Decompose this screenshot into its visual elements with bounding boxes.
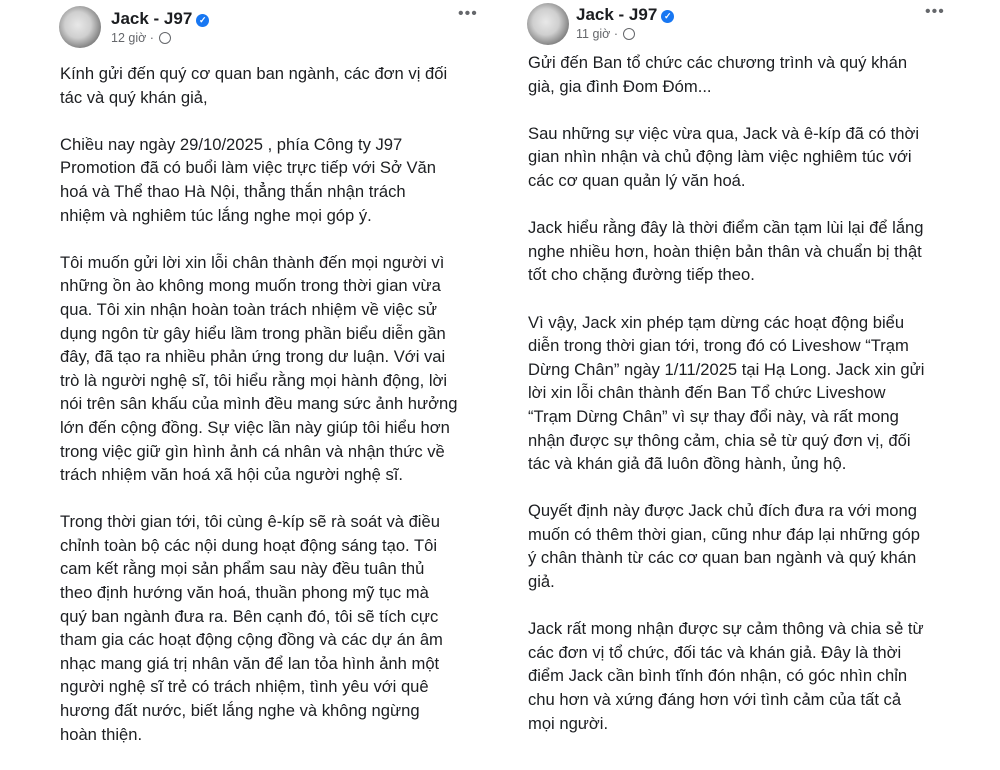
text-line: muốn có thêm thời gian, cũng như đáp lại những góp xyxy=(528,524,920,544)
more-options-icon[interactable]: ••• xyxy=(458,5,478,22)
post-paragraph xyxy=(528,122,924,193)
text-line: nhạc mang giá trị nhân văn để lan tỏa hình ảnh một xyxy=(60,653,440,673)
text-line: nghe nhiều hơn, hoàn thiện bản thân và chuẩn bị thật xyxy=(528,241,922,261)
text-line: qua. Tôi xin nhận hoàn toàn trách nhiệm về việc sử xyxy=(60,299,438,319)
author-label: Jack - J97 xyxy=(111,9,193,28)
verified-badge-icon: ✓ xyxy=(661,10,674,23)
text-line: nhiệm và nghiêm túc lắng nghe mọi góp ý. xyxy=(60,205,372,225)
text-line: hoàn thiện. xyxy=(60,724,143,744)
post-paragraph xyxy=(60,133,457,227)
post-time[interactable]: 12 giờ · xyxy=(111,31,171,45)
facebook-post xyxy=(503,0,1000,733)
text-line: Kính gửi đến quý cơ quan ban ngành, các đơn vị đối xyxy=(60,64,448,83)
post-paragraph xyxy=(60,62,457,109)
text-line: chu hơn và xứng đáng hơn với tình cảm của tất cả xyxy=(528,690,902,710)
text-line: lời xin lỗi chân thành đến Ban Tổ chức Liveshow xyxy=(528,383,886,403)
avatar[interactable] xyxy=(527,3,569,45)
post-paragraph xyxy=(528,617,924,735)
text-line: tốt cho chặng đường tiếp theo. xyxy=(528,265,755,285)
text-line: ý chân thành từ các cơ quan ban ngành và quý khán xyxy=(528,548,917,568)
time-label: 12 giờ xyxy=(111,31,147,45)
text-line: Sau những sự việc vừa qua, Jack và ê-kíp đã có thời xyxy=(528,123,920,143)
avatar[interactable] xyxy=(59,6,101,48)
text-line: trách nhiệm văn hoá xã hội của người nghệ sĩ. xyxy=(60,465,404,485)
text-line: mọi người. xyxy=(528,713,609,733)
text-line: điểm Jack cần bình tĩnh đón nhận, có góc nhìn chỉn xyxy=(528,666,908,686)
text-line: những ồn ào không mong muốn trong thời gian vừa xyxy=(60,276,441,296)
text-line: tác và khán giả đã luôn đồng hành, ủng hộ. xyxy=(528,454,847,474)
post-paragraph xyxy=(528,311,924,476)
text-line: trò là người nghệ sĩ, tôi hiểu rằng mọi hành động, lời xyxy=(60,370,448,390)
text-line: Chiều nay ngày 29/10/2025 , phía Công ty J97 xyxy=(60,134,403,154)
text-line: Jack hiểu rằng đây là thời điểm cần tạm lùi lại để lắng xyxy=(528,218,924,238)
text-line: theo định hướng văn hoá, thuần phong mỹ tục mà xyxy=(60,583,429,603)
post-paragraph xyxy=(528,216,924,287)
author-name[interactable] xyxy=(111,9,209,29)
post-paragraph xyxy=(528,51,924,98)
text-line: chỉnh toàn bộ các nội dung hoạt động sáng tạo. Tôi xyxy=(60,535,438,555)
text-line: “Trạm Dừng Chân” vì sự thay đổi này, và rất mong xyxy=(528,406,899,426)
facebook-post xyxy=(0,0,497,744)
text-line: các cơ quan quản lý văn hoá. xyxy=(528,170,746,190)
text-line: nhận được sự thông cảm, chia sẻ từ quý đơn vị, đối xyxy=(528,430,911,450)
globe-icon xyxy=(159,32,171,44)
text-line: nói trên sân khấu của mình đều mang sức ảnh hưởng xyxy=(60,394,458,414)
text-line: dụng ngôn từ gây hiểu lầm trong phần biểu diễn gần xyxy=(60,323,446,343)
text-line: cam kết rằng mọi sản phẩm sau này đều tuân thủ xyxy=(60,559,425,579)
author-name[interactable] xyxy=(576,5,674,25)
text-line: hoá và Thể thao Hà Nội, thẳng thắn nhận trách xyxy=(60,181,406,201)
post-paragraph xyxy=(60,251,457,487)
text-line: già, gia đình Đom Đóm... xyxy=(528,76,712,96)
post-body xyxy=(60,62,457,770)
text-line: quý ban ngành đưa ra. Bên cạnh đó, tôi sẽ tích cực xyxy=(60,606,439,626)
post-body xyxy=(528,51,924,759)
text-line: người nghệ sĩ trẻ có trách nhiệm, tình yêu với quê xyxy=(60,677,429,697)
text-line: tác và quý khán giả, xyxy=(60,87,208,107)
author-label: Jack - J97 xyxy=(576,5,658,24)
text-line: Tôi muốn gửi lời xin lỗi chân thành đến mọi người vì xyxy=(60,252,445,272)
text-line: gian nhìn nhận và chủ động làm việc nghiêm túc với xyxy=(528,147,912,167)
text-line: Trong thời gian tới, tôi cùng ê-kíp sẽ rà soát và điều xyxy=(60,512,440,532)
globe-icon xyxy=(623,28,635,40)
verified-badge-icon: ✓ xyxy=(196,14,209,27)
more-options-icon[interactable]: ••• xyxy=(925,3,945,20)
text-line: hương đất nước, biết lắng nghe và không ngừng xyxy=(60,701,420,721)
post-time[interactable]: 11 giờ · xyxy=(576,27,635,41)
text-line: lớn đến cộng đồng. Sự việc lần này giúp tôi hiểu hơn xyxy=(60,417,450,437)
text-line: Quyết định này được Jack chủ đích đưa ra với mong xyxy=(528,501,917,521)
text-line: giả. xyxy=(528,572,555,592)
text-line: trong việc giữ gìn hình ảnh cá nhân và nhận thức về xyxy=(60,441,445,461)
text-line: đây, đã tạo ra nhiều phản ứng trong dư luận. Với vai xyxy=(60,347,446,367)
text-line: Vì vậy, Jack xin phép tạm dừng các hoạt động biểu xyxy=(528,312,905,332)
text-line: diễn trong thời gian tới, trong đó có Liveshow “Trạm xyxy=(528,336,909,356)
text-line: các đơn vị tổ chức, đối tác và khán giả. Đây là thời xyxy=(528,642,902,662)
time-label: 11 giờ xyxy=(576,27,611,41)
text-line: Gửi đến Ban tổ chức các chương trình và quý khán xyxy=(528,53,908,72)
text-line: Dừng Chân” ngày 1/11/2025 tại Hạ Long. Jack xin gửi xyxy=(528,359,925,379)
text-line: Promotion đã có buổi làm việc trực tiếp với Sở Văn xyxy=(60,158,436,178)
text-line: tham gia các hoạt động cộng đồng và các dự án âm xyxy=(60,630,443,650)
post-paragraph xyxy=(60,510,457,746)
text-line: Jack rất mong nhận được sự cảm thông và chia sẻ từ xyxy=(528,619,924,639)
post-paragraph xyxy=(528,499,924,593)
